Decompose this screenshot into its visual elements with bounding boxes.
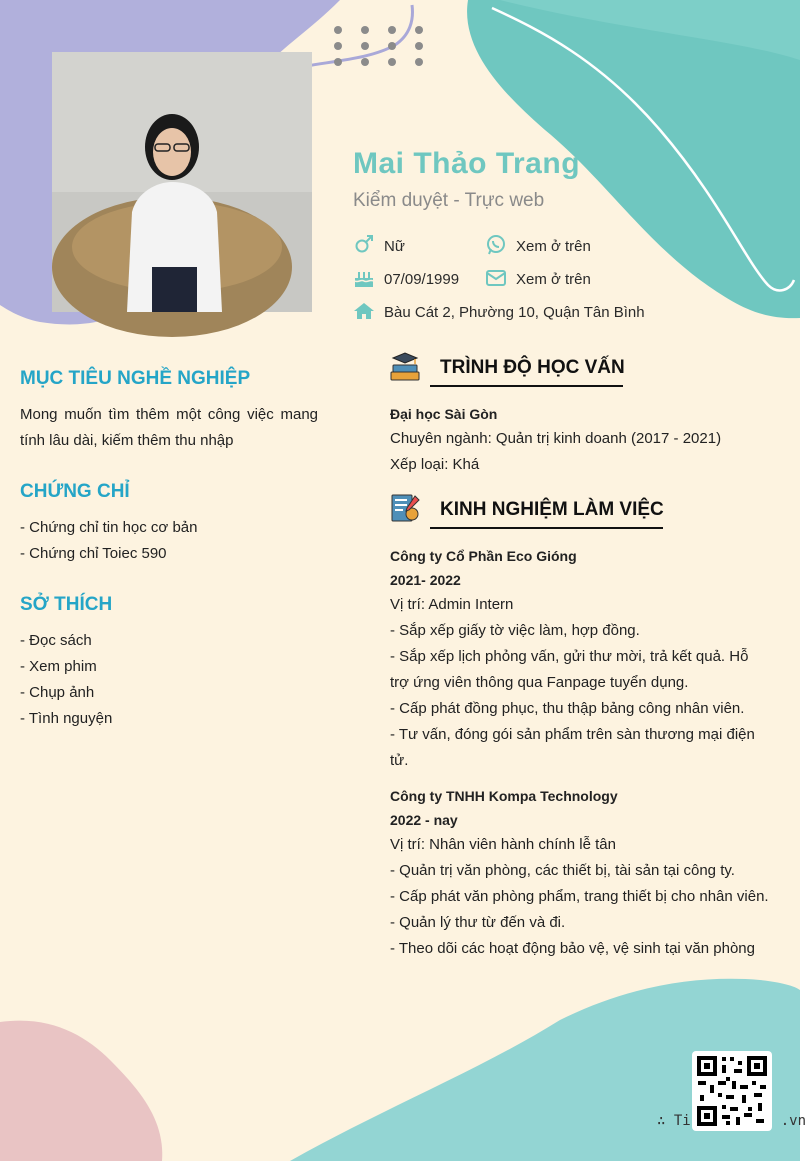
certificates-heading: CHỨNG CHỈ: [20, 481, 130, 502]
job-period: 2021- 2022: [390, 572, 461, 588]
birthday-value: 07/09/1999: [384, 271, 460, 288]
grade: Xếp loại: Khá: [390, 456, 480, 473]
certificate-item: - Chứng chỉ tin học cơ bản: [20, 519, 198, 536]
objective-text: Mong muốn tìm thêm một công việc mang tính lâu dài, kiếm thêm thu nhập: [20, 406, 318, 449]
pink-blob: [0, 1021, 162, 1161]
email-icon: [485, 267, 507, 289]
profile-name: Mai Thảo Trang: [353, 147, 581, 180]
job-task: - Tư vấn, đóng gói sản phẩm trên sàn thương mại điện tử.: [390, 726, 755, 769]
watermark-text: ∴ Ti .vn: [657, 1113, 806, 1129]
job-position: Vị trí: Admin Intern: [390, 596, 514, 613]
qr-code-image: [692, 1051, 772, 1131]
profile-title: Kiểm duyệt - Trực web: [353, 190, 545, 211]
home-icon: [353, 300, 375, 322]
qr-code[interactable]: [692, 1051, 772, 1131]
job-task: - Sắp xếp lịch phỏng vấn, gửi thư mời, trả kết quả. Hỗ trợ ứng viên thông qua Fanpage tuyển dụng.: [390, 648, 749, 691]
job-task: - Quản lý thư từ đến và đi.: [390, 914, 566, 931]
major: Chuyên ngành: Quản trị kinh doanh (2017 - 2021): [390, 430, 722, 447]
gender-icon: [353, 234, 375, 256]
hobby-item: - Chụp ảnh: [20, 684, 95, 701]
address-value: Bàu Cát 2, Phường 10, Quận Tân Bình: [384, 304, 645, 321]
school-name: Đại học Sài Gòn: [390, 406, 498, 422]
experience-underline: [430, 527, 663, 529]
job-task: - Cấp phát văn phòng phẩm, trang thiết bị cho nhân viên.: [390, 888, 769, 905]
phone-icon: [485, 234, 507, 256]
hobbies-heading: SỞ THÍCH: [20, 594, 113, 615]
education-underline: [430, 385, 623, 387]
avatar: [52, 52, 312, 312]
job-task: - Cấp phát đồng phục, thu thập bảng công nhân viên.: [390, 700, 745, 717]
email-value: Xem ở trên: [516, 271, 591, 288]
gender-value: Nữ: [384, 238, 405, 255]
experience-heading: KINH NGHIỆM LÀM VIỆC: [440, 499, 664, 520]
job-company: Công ty TNHH Kompa Technology: [390, 788, 618, 804]
certificate-item: - Chứng chỉ Toiec 590: [20, 545, 167, 562]
hobby-item: - Xem phim: [20, 658, 97, 675]
hobby-item: - Đọc sách: [20, 632, 92, 649]
work-document-icon: [389, 492, 421, 524]
job-task: - Sắp xếp giấy tờ việc làm, hợp đồng.: [390, 622, 640, 639]
phone-value: Xem ở trên: [516, 238, 591, 255]
job-task: - Quản trị văn phòng, các thiết bị, tài sản tại công ty.: [390, 862, 735, 879]
job-task: - Theo dõi các hoạt động bảo vệ, vệ sinh tại văn phòng: [390, 940, 755, 957]
objective-heading: MỤC TIÊU NGHỀ NGHIỆP: [20, 368, 251, 389]
job-period: 2022 - nay: [390, 812, 458, 828]
job-company: Công ty Cổ Phần Eco Gióng: [390, 548, 577, 564]
graduation-books-icon: [389, 350, 421, 382]
avatar-photo: [52, 52, 312, 312]
education-heading: TRÌNH ĐỘ HỌC VẤN: [440, 357, 625, 378]
hobby-item: - Tình nguyện: [20, 710, 113, 727]
birthday-cake-icon: [353, 267, 375, 289]
job-position: Vị trí: Nhân viên hành chính lễ tân: [390, 836, 616, 853]
